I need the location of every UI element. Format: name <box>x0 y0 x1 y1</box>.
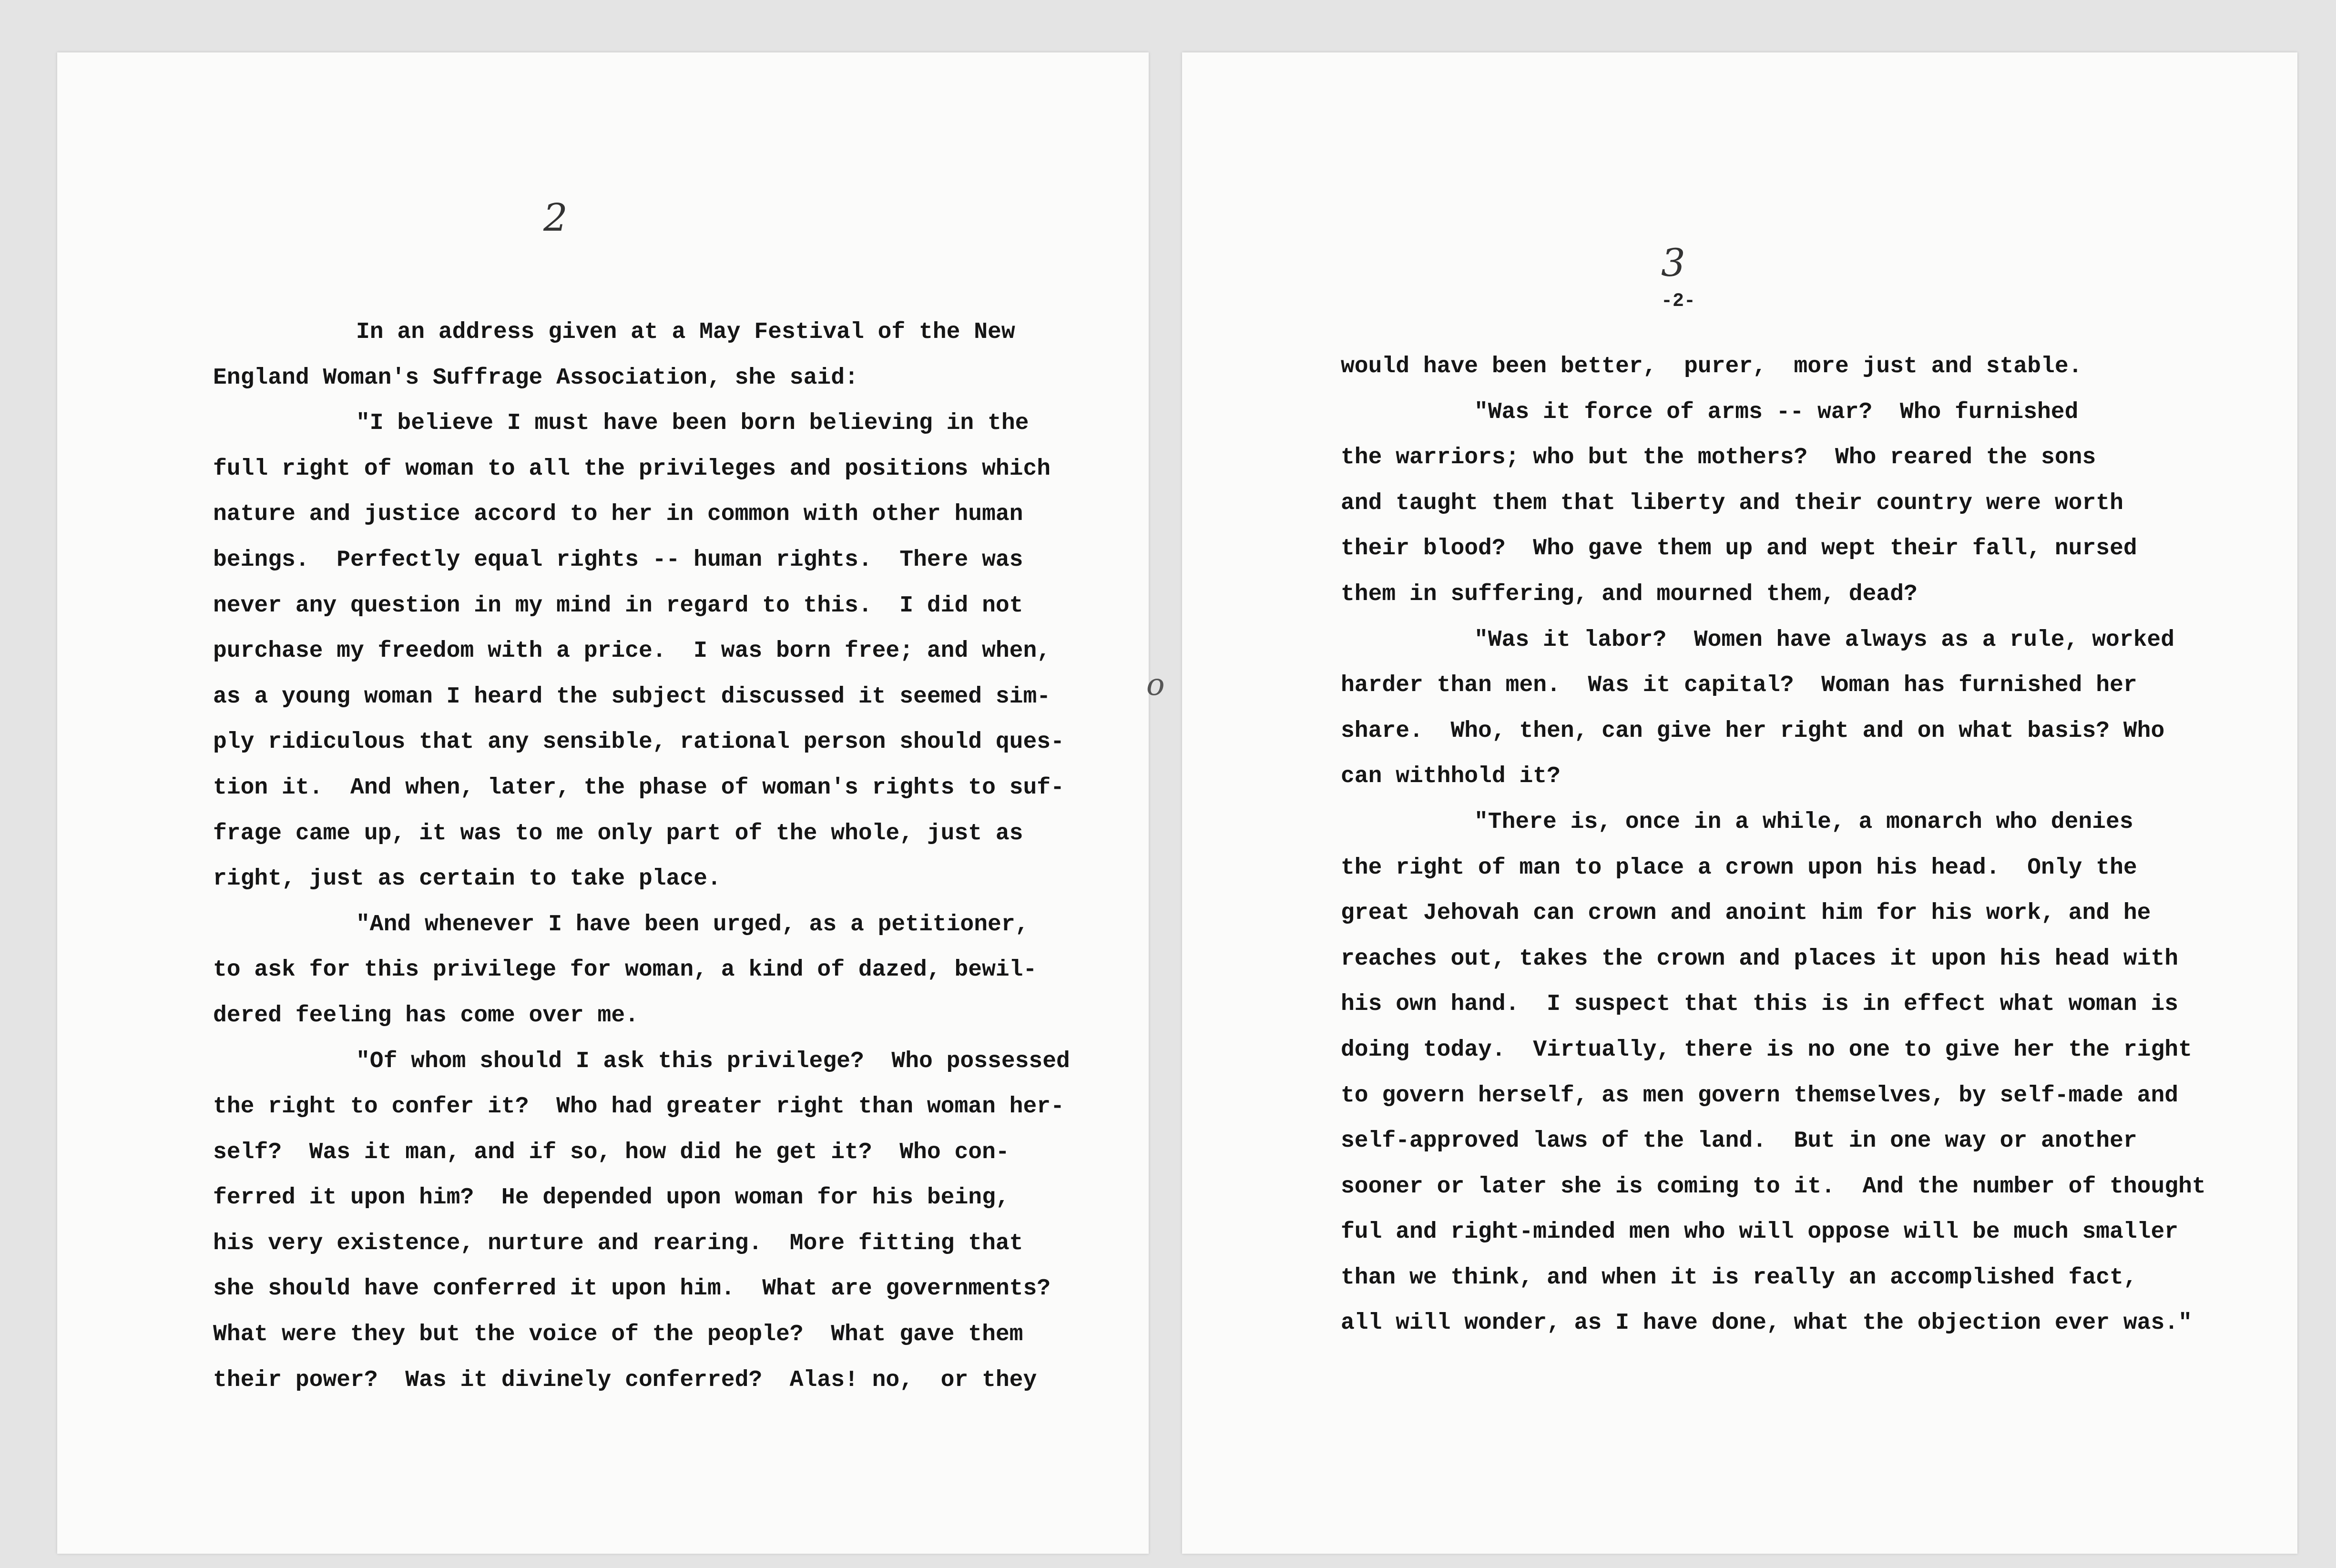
text-line: ply ridiculous that any sensible, rational person should ques- <box>213 729 1064 755</box>
text-line: the right of man to place a crown upon his head. Only the <box>1341 855 2137 881</box>
text-line: as a young woman I heard the subject discussed it seemed sim- <box>213 683 1051 710</box>
text-line: "Was it force of arms -- war? Who furnished <box>1474 399 2079 425</box>
text-line: self-approved laws of the land. But in one way or another <box>1341 1128 2137 1154</box>
text-line: to ask for this privilege for woman, a kind of dazed, bewil- <box>213 957 1037 983</box>
text-line: sooner or later she is coming to it. And the number of thought <box>1341 1173 2206 1200</box>
text-line: doing today. Virtually, there is no one to give her the right <box>1341 1037 2192 1063</box>
text-line: harder than men. Was it capital? Woman has furnished her <box>1341 672 2137 699</box>
text-line: "I believe I must have been born believing in the <box>356 410 1029 437</box>
text-line: share. Who, then, can give her right and on what basis? Who <box>1341 718 2165 744</box>
text-line: great Jehovah can crown and anoint him for his work, and he <box>1341 900 2151 927</box>
text-line: to govern herself, as men govern themselves, by self-made and <box>1341 1082 2179 1109</box>
text-line: the warriors; who but the mothers? Who reared the sons <box>1341 445 2096 471</box>
text-line: than we think, and when it is really an accomplished fact, <box>1341 1264 2137 1291</box>
text-line: dered feeling has come over me. <box>213 1002 639 1028</box>
text-line: England Woman's Suffrage Association, she said: <box>213 365 858 391</box>
text-line: his very existence, nurture and rearing. More fitting that <box>213 1230 1023 1256</box>
typed-page-number: -2- <box>1661 291 1696 312</box>
text-line: tion it. And when, later, the phase of woman's rights to suf- <box>213 774 1064 801</box>
text-line: beings. Perfectly equal rights -- human rights. There was <box>213 547 1023 573</box>
text-line: "And whenever I have been urged, as a petitioner, <box>356 911 1029 937</box>
text-line: the right to confer it? Who had greater right than woman her- <box>213 1094 1064 1120</box>
text-line: all will wonder, as I have done, what the objection ever was." <box>1341 1310 2192 1336</box>
text-line: In an address given at a May Festival of the New <box>356 319 1015 345</box>
text-line: and taught them that liberty and their country were worth <box>1341 490 2123 516</box>
text-line: them in suffering, and mourned them, dead? <box>1341 581 1918 607</box>
text-line: never any question in my mind in regard to this. I did not <box>213 592 1023 619</box>
margin-mark: o <box>1146 667 1165 703</box>
text-line: "There is, once in a while, a monarch who denies <box>1474 809 2133 835</box>
text-line: frage came up, it was to me only part of the whole, just as <box>213 820 1023 846</box>
text-line: his own hand. I suspect that this is in effect what woman is <box>1341 991 2179 1018</box>
text-line: nature and justice accord to her in common with other human <box>213 501 1023 528</box>
text-line: ferred it upon him? He depended upon woman for his being, <box>213 1185 1010 1211</box>
text-line: ful and right-minded men who will oppose will be much smaller <box>1341 1219 2179 1245</box>
text-line: can withhold it? <box>1341 764 1561 790</box>
text-line: What were they but the voice of the people? What gave them <box>213 1322 1023 1348</box>
text-line: self? Was it man, and if so, how did he get it? Who con- <box>213 1139 1010 1165</box>
text-line: full right of woman to all the privileges and positions which <box>213 456 1051 482</box>
text-line: purchase my freedom with a price. I was born free; and when, <box>213 638 1051 664</box>
left-page <box>57 52 1149 1554</box>
right-page-text <box>1341 344 2206 1346</box>
handwritten-page-number: 3 <box>1661 241 1685 285</box>
text-line: right, just as certain to take place. <box>213 866 721 892</box>
text-line: their blood? Who gave them up and wept their fall, nursed <box>1341 536 2137 562</box>
handwritten-page-number: 2 <box>543 195 568 240</box>
text-line: "Was it labor? Women have always as a rule, worked <box>1474 627 2175 653</box>
text-line: "Of whom should I ask this privilege? Who possessed <box>356 1048 1070 1074</box>
text-line: their power? Was it divinely conferred? Alas! no, or they <box>213 1367 1037 1393</box>
text-line: she should have conferred it upon him. What are governments? <box>213 1276 1051 1302</box>
left-page-text <box>213 310 1070 1403</box>
text-line: reaches out, takes the crown and places it upon his head with <box>1341 946 2179 972</box>
text-line: would have been better, purer, more just and stable. <box>1341 354 2082 379</box>
right-page <box>1182 52 2297 1554</box>
